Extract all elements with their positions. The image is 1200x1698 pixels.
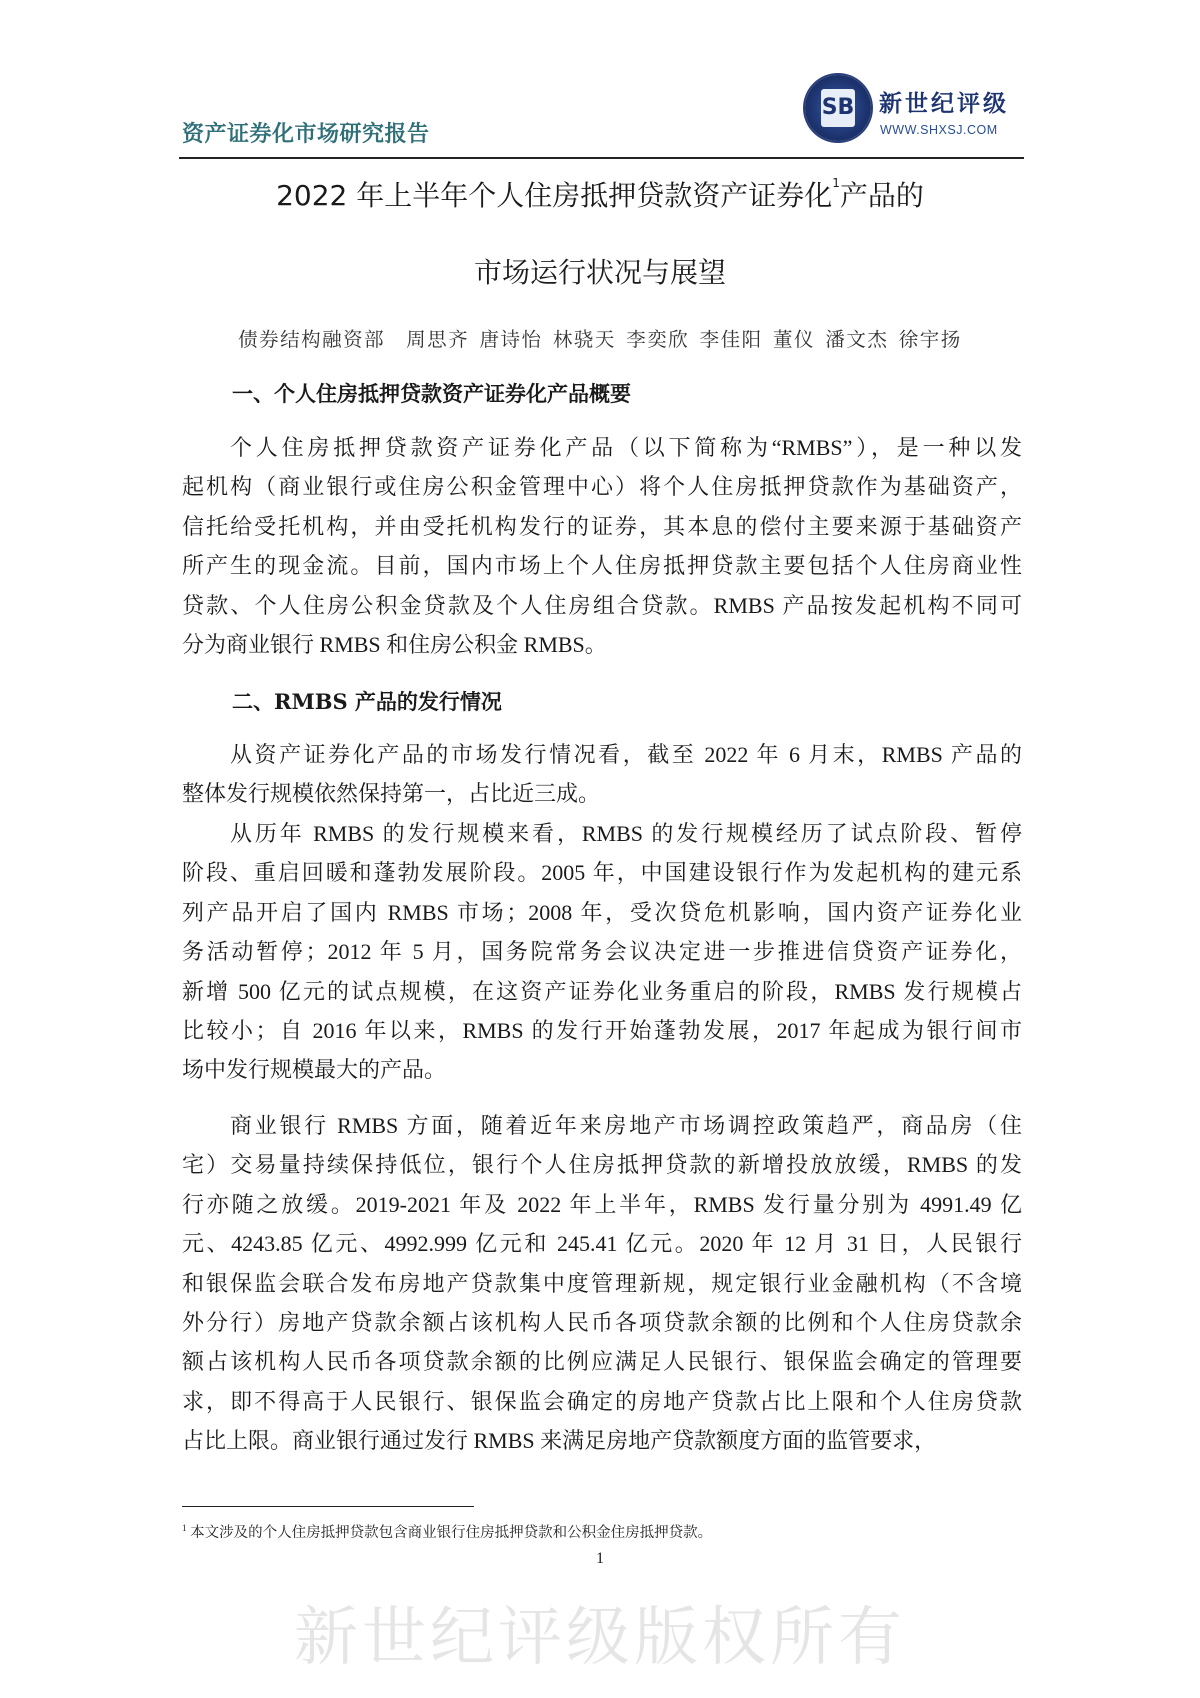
paragraph: [182, 1106, 1022, 1461]
section-heading: 一、个人住房抵押贷款资产证券化产品概要: [232, 381, 631, 406]
paragraph-line: 阶段、重启回暖和蓬勃发展阶段。2005 年，中国建设银行作为发起机构的建元系: [182, 860, 1022, 886]
paragraph-line: 宅）交易量持续保持低位，银行个人住房抵押贷款的新增投放放缓，RMBS 的发: [182, 1152, 1022, 1178]
paragraph-line: 场中发行规模最大的产品。: [182, 1057, 447, 1083]
brand-name: 新世纪评级: [879, 90, 1009, 117]
brand-url: WWW.SHXSJ.COM: [880, 123, 998, 137]
paragraph-line: 贷款、个人住房公积金贷款及个人住房组合贷款。RMBS 产品按发起机构不同可: [182, 592, 1022, 618]
paragraph-line: 新增 500 亿元的试点规模，在这资产证券化业务重启的阶段，RMBS 发行规模占: [182, 978, 1022, 1004]
paragraph-line: 起机构（商业银行或住房公积金管理中心）将个人住房抵押贷款作为基础资产，: [182, 474, 1022, 500]
paragraph: [182, 735, 1022, 814]
header-divider: [179, 157, 1024, 159]
logo-mark: SB: [821, 89, 855, 127]
watermark: 新世纪评级版权所有: [294, 1601, 906, 1675]
paragraph-line: 商业银行 RMBS 方面，随着近年来房地产市场调控政策趋严，商品房（住: [230, 1113, 1022, 1138]
paragraph-line: 行亦随之放缓。2019-2021 年及 2022 年上半年，RMBS 发行量分别为 4991.49 亿: [182, 1191, 1022, 1217]
paragraph: [182, 428, 1022, 664]
paragraph-line: 额占该机构人民币各项贷款余额的比例应满足人民银行、银保监会确定的管理要: [182, 1349, 1022, 1375]
paragraph-line: 所产生的现金流。目前，国内市场上个人住房抵押贷款主要包括个人住房商业性: [182, 553, 1022, 579]
paragraph-line: 占比上限。商业银行通过发行 RMBS 来满足房地产贷款额度方面的监管要求，: [182, 1428, 937, 1454]
document-title-line2: 市场运行状况与展望: [473, 256, 726, 289]
document-title-line1: [0, 174, 1200, 214]
footnote: [182, 1521, 712, 1542]
paragraph-line: 信托给受托机构，并由受托机构发行的证券，其本息的偿付主要来源于基础资产: [182, 513, 1022, 539]
paragraph-line: 个人住房抵押贷款资产证券化产品（以下简称为“RMBS”），是一种以发: [230, 435, 1022, 460]
paragraph: [182, 814, 1022, 1090]
page-number: 1: [596, 1550, 604, 1567]
paragraph-line: 和银保监会联合发布房地产贷款集中度管理新规，规定银行业金融机构（不含境: [182, 1270, 1022, 1296]
footnote-divider: [182, 1506, 474, 1507]
authors: 债券结构融资部 周思齐 唐诗怡 林骁天 李奕欣 李佳阳 董仪 潘文杰 徐宇扬: [238, 330, 962, 351]
footnote-text: 本文涉及的个人住房抵押贷款包含商业银行住房抵押贷款和公积金住房抵押贷款。: [190, 1525, 713, 1541]
paragraph-line: 外分行）房地产贷款余额占该机构人民币各项贷款余额的比例和个人住房贷款余: [182, 1309, 1022, 1335]
title-text: 2022 年上半年个人住房抵押贷款资产证券化: [276, 179, 833, 212]
brand-logo-icon: [805, 75, 871, 141]
paragraph-line: 求，即不得高于人民银行、银保监会确定的房地产贷款占比上限和个人住房贷款: [182, 1388, 1022, 1414]
section-heading: 二、RMBS 产品的发行情况: [232, 689, 502, 714]
paragraph-line: 比较小；自 2016 年以来，RMBS 的发行开始蓬勃发展，2017 年起成为银行间市: [182, 1017, 1022, 1043]
footnote-ref: 1: [832, 176, 840, 190]
paragraph-line: 分为商业银行 RMBS 和住房公积金 RMBS。: [182, 631, 607, 657]
paragraph-line: 从历年 RMBS 的发行规模来看，RMBS 的发行规模经历了试点阶段、暂停: [230, 821, 1022, 846]
paragraph-line: 务活动暂停；2012 年 5 月，国务院常务会议决定进一步推进信贷资产证券化，: [182, 939, 1022, 965]
paragraph-line: 从资产证券化产品的市场发行情况看，截至 2022 年 6 月末，RMBS 产品的: [230, 742, 1022, 767]
report-series-title: 资产证券化市场研究报告: [182, 122, 430, 147]
paragraph-line: 元、4243.85 亿元、4992.999 亿元和 245.41 亿元。2020 年 12 月 31 日，人民银行: [182, 1231, 1022, 1257]
footnote-marker: 1: [182, 1523, 187, 1534]
paragraph-line: 列产品开启了国内 RMBS 市场；2008 年，受次贷危机影响，国内资产证券化业: [182, 899, 1022, 925]
paragraph-line: 整体发行规模依然保持第一，占比近三成。: [182, 781, 601, 807]
title-text-suffix: 产品的: [839, 179, 924, 212]
